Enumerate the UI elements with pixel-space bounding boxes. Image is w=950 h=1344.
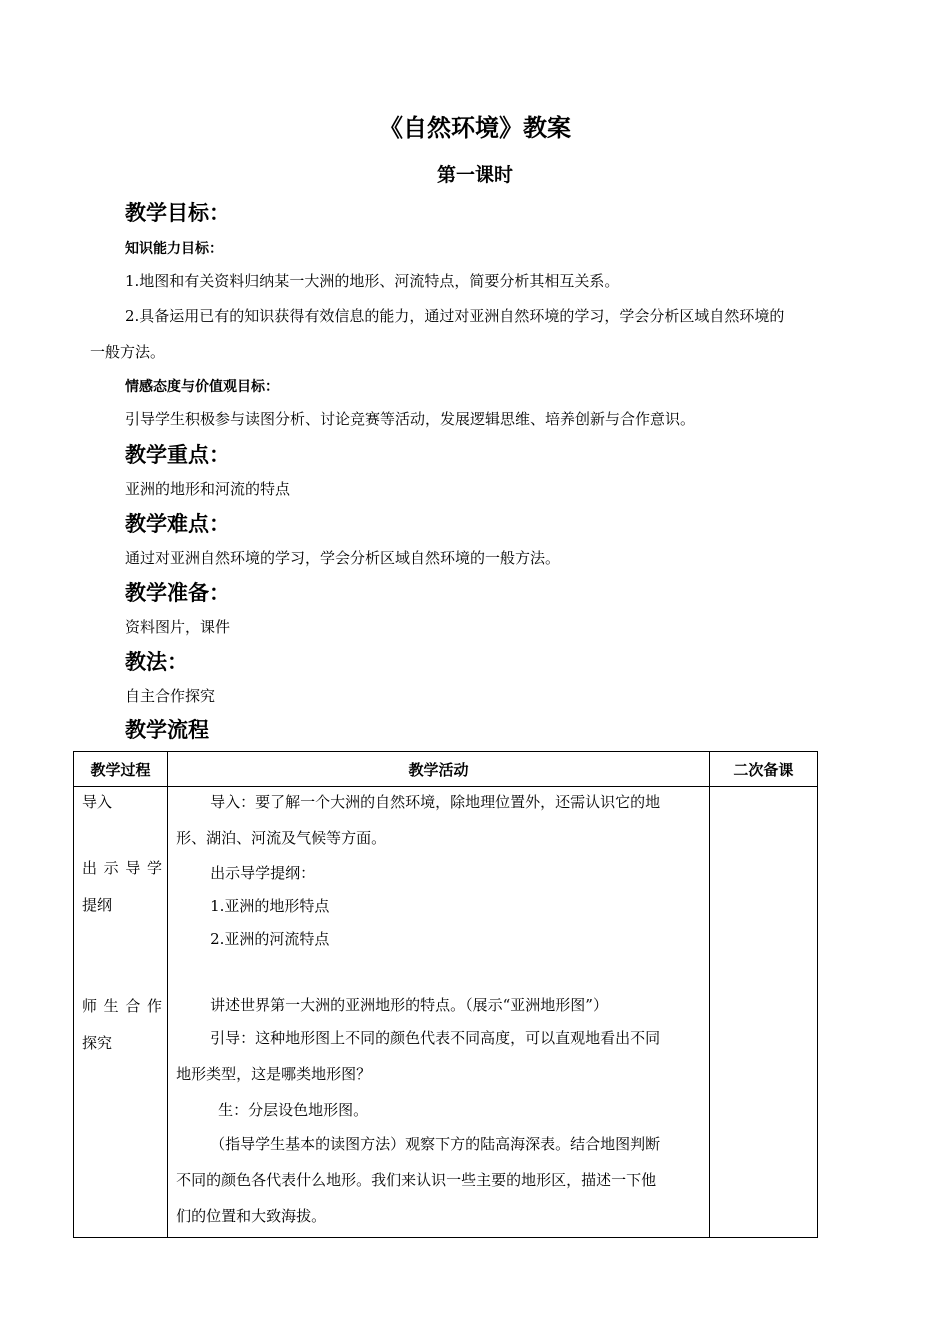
process-intro: 导入 — [82, 793, 113, 811]
teaching-flow-table — [73, 751, 818, 1238]
knowledge-item-2: 2.具备运用已有的知识获得有效信息的能力，通过对亚洲自然环境的学习，学会分析区域自然环境的 — [125, 307, 785, 325]
activity-line: 导入：要了解一个大洲的自然环境，除地理位置外，还需认识它的地 — [210, 793, 661, 811]
method-text: 自主合作探究 — [125, 687, 216, 705]
prep-heading: 教学准备： — [125, 581, 230, 605]
header-process: 教学过程 — [74, 752, 168, 787]
activity-line: 不同的颜色各代表什么地形。我们来认识一些主要的地形区，描述一下他 — [176, 1171, 657, 1189]
key-text: 亚洲的地形和河流的特点 — [125, 480, 291, 498]
process-outline-cont: 提纲 — [82, 896, 113, 914]
header-activity: 教学活动 — [168, 752, 710, 787]
knowledge-item-1: 1.地图和有关资料归纳某一大洲的地形、河流特点，简要分析其相互关系。 — [125, 272, 620, 290]
knowledge-item-2-cont: 一般方法。 — [90, 343, 166, 361]
activity-line: 1.亚洲的地形特点 — [210, 897, 330, 915]
goals-heading: 教学目标： — [125, 201, 230, 225]
activity-line: 引导：这种地形图上不同的颜色代表不同高度，可以直观地看出不同 — [210, 1029, 661, 1047]
key-heading: 教学重点： — [125, 443, 230, 467]
process-outline: 出示导学 — [82, 859, 162, 877]
emotion-item-1: 引导学生积极参与读图分析、讨论竞赛等活动，发展逻辑思维、培养创新与合作意识。 — [125, 410, 696, 428]
activity-line: 讲述世界第一大洲的亚洲地形的特点。（展示“亚洲地形图”） — [210, 996, 608, 1014]
document-subtitle: 第一课时 — [436, 164, 513, 186]
process-cooperate: 师生合作 — [82, 997, 162, 1015]
emotion-heading: 情感态度与价值观目标： — [125, 379, 279, 395]
notes-cell — [709, 787, 817, 1238]
prep-text: 资料图片，课件 — [125, 618, 231, 636]
process-cell — [74, 787, 168, 1238]
activity-cell — [168, 787, 710, 1238]
flow-heading: 教学流程 — [125, 718, 209, 742]
knowledge-heading: 知识能力目标： — [125, 241, 223, 257]
activity-line: 出示导学提纲： — [210, 864, 316, 882]
document-title: 《自然环境》教案 — [379, 114, 571, 142]
difficult-heading: 教学难点： — [125, 512, 230, 536]
table-row — [74, 787, 818, 1238]
method-heading: 教法： — [125, 650, 188, 674]
activity-line: 生：分层设色地形图。 — [218, 1101, 369, 1119]
activity-line: 形、湖泊、河流及气候等方面。 — [176, 829, 387, 847]
activity-line: 们的位置和大致海拔。 — [176, 1207, 327, 1225]
table-header-row — [74, 752, 818, 787]
activity-line: （指导学生基本的读图方法）观察下方的陆高海深表。结合地图判断 — [210, 1135, 661, 1153]
header-notes: 二次备课 — [709, 752, 817, 787]
activity-line: 2.亚洲的河流特点 — [210, 930, 330, 948]
difficult-text: 通过对亚洲自然环境的学习，学会分析区域自然环境的一般方法。 — [125, 549, 561, 567]
process-cooperate-cont: 探究 — [82, 1034, 113, 1052]
activity-line: 地形类型，这是哪类地形图？ — [176, 1065, 372, 1083]
